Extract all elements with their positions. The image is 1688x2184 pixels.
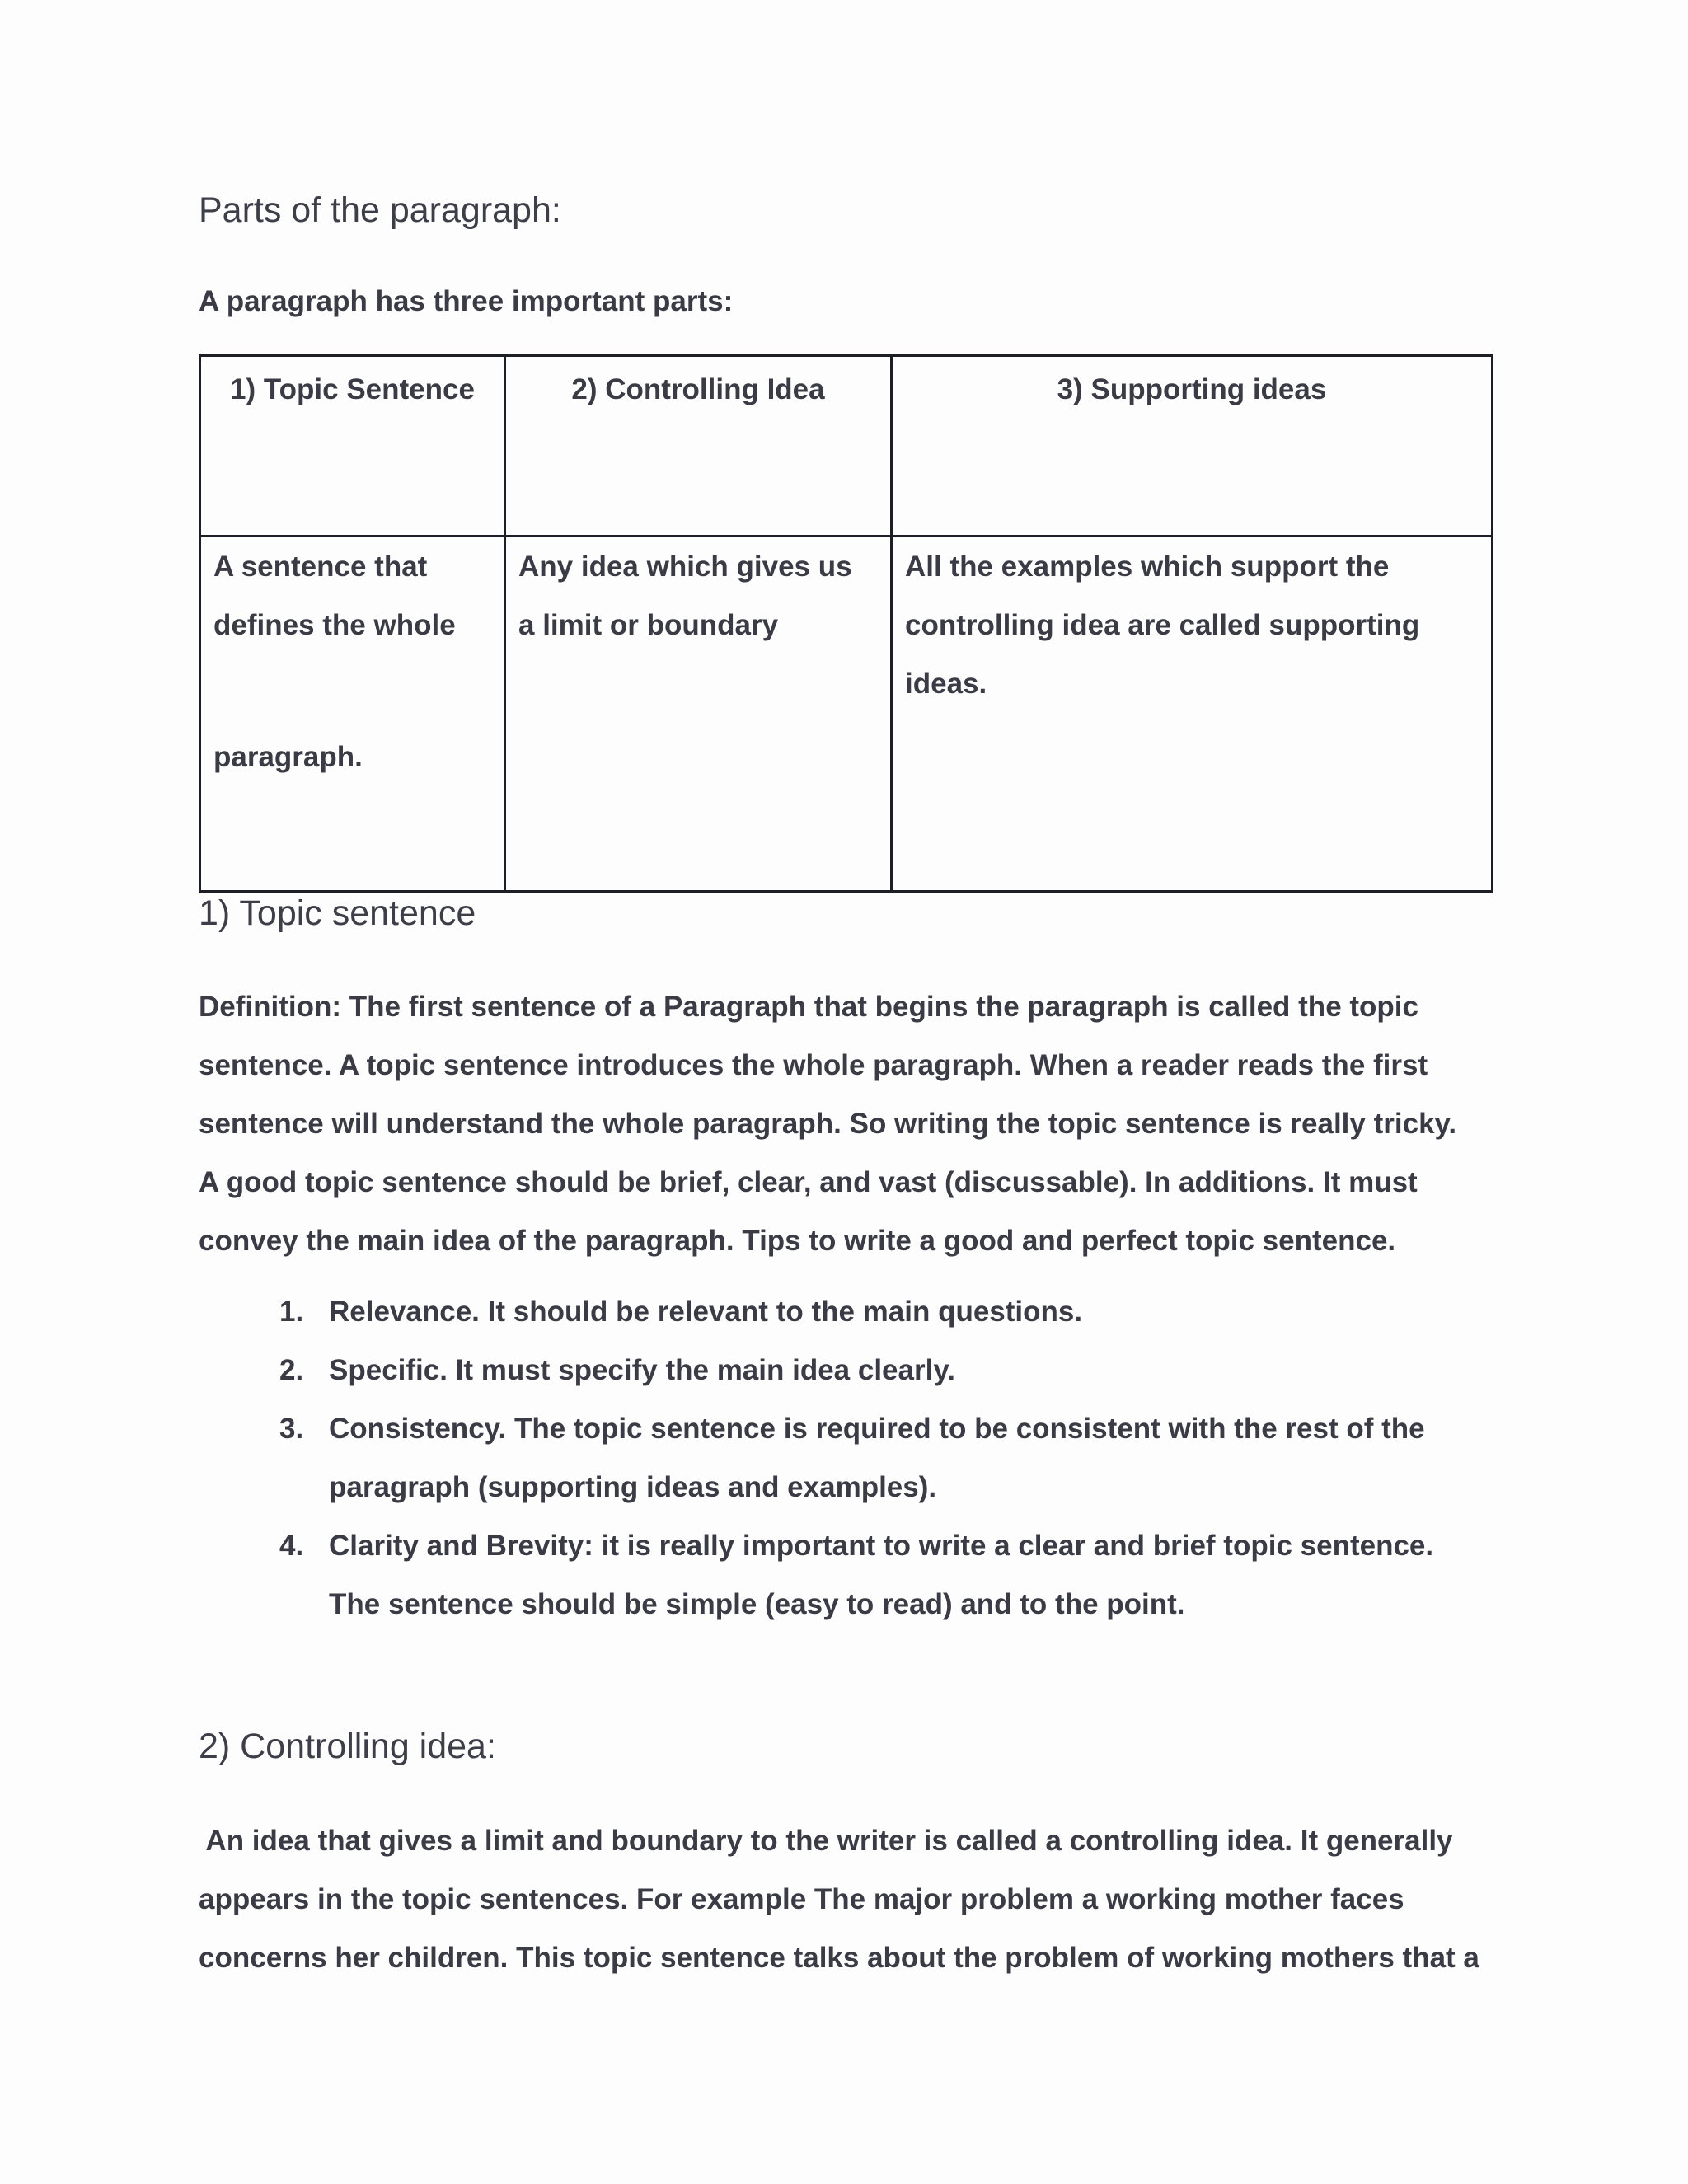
document-page bbox=[199, 190, 1493, 1987]
list-item: 1. Relevance. It should be relevant to the main questions. bbox=[279, 1296, 1083, 1329]
table-row bbox=[200, 536, 1493, 891]
section-heading-controlling-idea: 2) Controlling idea: bbox=[199, 1727, 496, 1767]
table-header-cell: 2) Controlling Idea bbox=[505, 355, 892, 536]
section-heading-topic-sentence: 1) Topic sentence bbox=[199, 893, 476, 933]
table-header-row bbox=[200, 355, 1493, 536]
table-cell-supporting-ideas: All the examples which support the controlling idea are called supporting ideas. bbox=[892, 536, 1493, 891]
table-cell-controlling-idea: Any idea which gives us a limit or boundary bbox=[505, 536, 892, 891]
tips-list bbox=[199, 1282, 1493, 1633]
table-header-cell: 1) Topic Sentence bbox=[200, 355, 505, 536]
page-title: Parts of the paragraph: bbox=[199, 190, 561, 230]
parts-table bbox=[199, 354, 1493, 893]
list-item: 2. Specific. It must specify the main idea clearly. bbox=[279, 1354, 955, 1387]
list-item: 4. Clarity and Brevity: it is really important to write a clear and brief topic sentence. The sentence should be simple (easy to read) and to the point. bbox=[279, 1530, 1434, 1621]
topic-sentence-paragraph: Definition: The first sentence of a Paragraph that begins the paragraph is called the topic sentence. A topic sentence introduces the whole paragraph. When a reader reads the first sentence will understand the whole paragraph. So writing the topic sentence is really tricky. A good topic sentence should be brief, clear, and vast (discussable). In additions. It must convey the main idea of the paragraph. Tips to write a good and perfect topic sentence. bbox=[199, 991, 1457, 1258]
controlling-idea-paragraph: An idea that gives a limit and boundary to the writer is called a controlling idea. It generally appears in the topic sentences. For example The major problem a working mother faces concerns her children. This topic sentence talks about the problem of working mothers that a bbox=[199, 1824, 1479, 1974]
table-header-cell: 3) Supporting ideas bbox=[892, 355, 1493, 536]
table-cell-topic-sentence: A sentence that defines the whole paragraph. bbox=[200, 536, 505, 891]
list-item: 3. Consistency. The topic sentence is required to be consistent with the rest of the paragraph (supporting ideas and examples). bbox=[279, 1413, 1425, 1504]
intro-text: A paragraph has three important parts: bbox=[199, 284, 734, 317]
